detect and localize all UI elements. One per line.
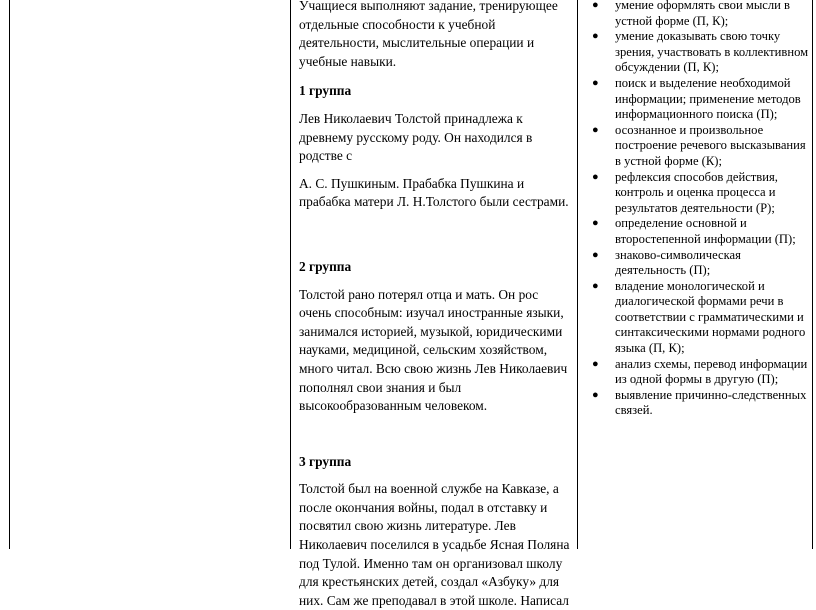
table-border-left xyxy=(9,0,10,549)
bullet-icon: ● xyxy=(592,388,599,401)
list-item: ● рефлексия способов действия, контроль и оценка процесса и результатов деятельности (Р); xyxy=(592,169,778,215)
table-border-right xyxy=(812,0,813,549)
list-item: ● определение основной и второстепенной информации (П); xyxy=(592,216,796,246)
bullet-icon: ● xyxy=(592,30,599,43)
bullet-icon: ● xyxy=(592,123,599,136)
list-item: ● владение монологической и диалогической формами речи в соответствии с грамматическими и синтаксическими нормами родного языка (П, К); xyxy=(592,278,806,356)
bullet-icon: ● xyxy=(592,76,599,89)
bullet-icon: ● xyxy=(592,248,599,261)
group-3-text: Толстой был на военной службе на Кавказе, а после окончания войны, подал в отставку и посвятил свою жизнь литературе. Лев Николаевич поселился в усадьбе Ясная Поляна под Тулой. Именно там он организовал школу для крестьянских детей, создал «Азбуку» для них. Сам же преподавал в этой школе. Написал xyxy=(299,481,570,608)
list-item: ● знаково-символическая деятельность (П); xyxy=(592,247,741,278)
bullet-icon: ● xyxy=(592,279,599,292)
bullet-icon: ● xyxy=(592,217,599,230)
list-item: ● анализ схемы, перевод информации из одной формы в другую (П); xyxy=(592,356,808,387)
bullet-icon: ● xyxy=(592,0,599,11)
bullet-icon: ● xyxy=(592,170,599,183)
table-divider-1 xyxy=(290,0,291,549)
list-item: ● выявление причинно-следственных связей. xyxy=(592,387,807,418)
list-item: ● умение оформлять свои мысли в устной форме (П, К); xyxy=(592,0,790,28)
skills-list xyxy=(586,0,812,419)
list-item: ● осознанное и произвольное построение речевого высказывания в устной форме (К); xyxy=(592,122,806,168)
task-description-cell xyxy=(299,0,571,610)
table-divider-2 xyxy=(577,0,578,549)
group-2-heading: 2 группа xyxy=(299,258,352,274)
list-item: ● умение доказывать свою точку зрения, участвовать в коллективном обсуждении (П, К); xyxy=(592,29,809,75)
group-1-heading: 1 группа xyxy=(299,83,352,99)
group-1-text-1: Лев Николаевич Толстой принадлежа к древнему русскому роду. Он находился в родстве с xyxy=(299,110,533,164)
skills-cell xyxy=(586,0,812,419)
group-1-text-2: А. С. Пушкиным. Прабабка Пушкина и прабабка матери Л. Н.Толстого были сестрами. xyxy=(299,175,569,210)
group-2-text: Толстой рано потерял отца и мать. Он рос очень способным: изучал иностранные языки, занимался историей, музыкой, юридическими науками, медициной, сельским хозяйством, много читал. Всю свою жизнь Лев Николаевич пополнял свои знания и был высокообразованным человеком. xyxy=(299,286,568,414)
intro-text: Учащиеся выполняют задание, тренирующее отдельные способности к учебной деятельности, мыслительные операции и учебные навыки. xyxy=(299,0,558,69)
group-3-heading: 3 группа xyxy=(299,453,352,469)
list-item: ● поиск и выделение необходимой информации; применение методов информационного поиска (П); xyxy=(592,75,801,122)
bullet-icon: ● xyxy=(592,357,599,370)
